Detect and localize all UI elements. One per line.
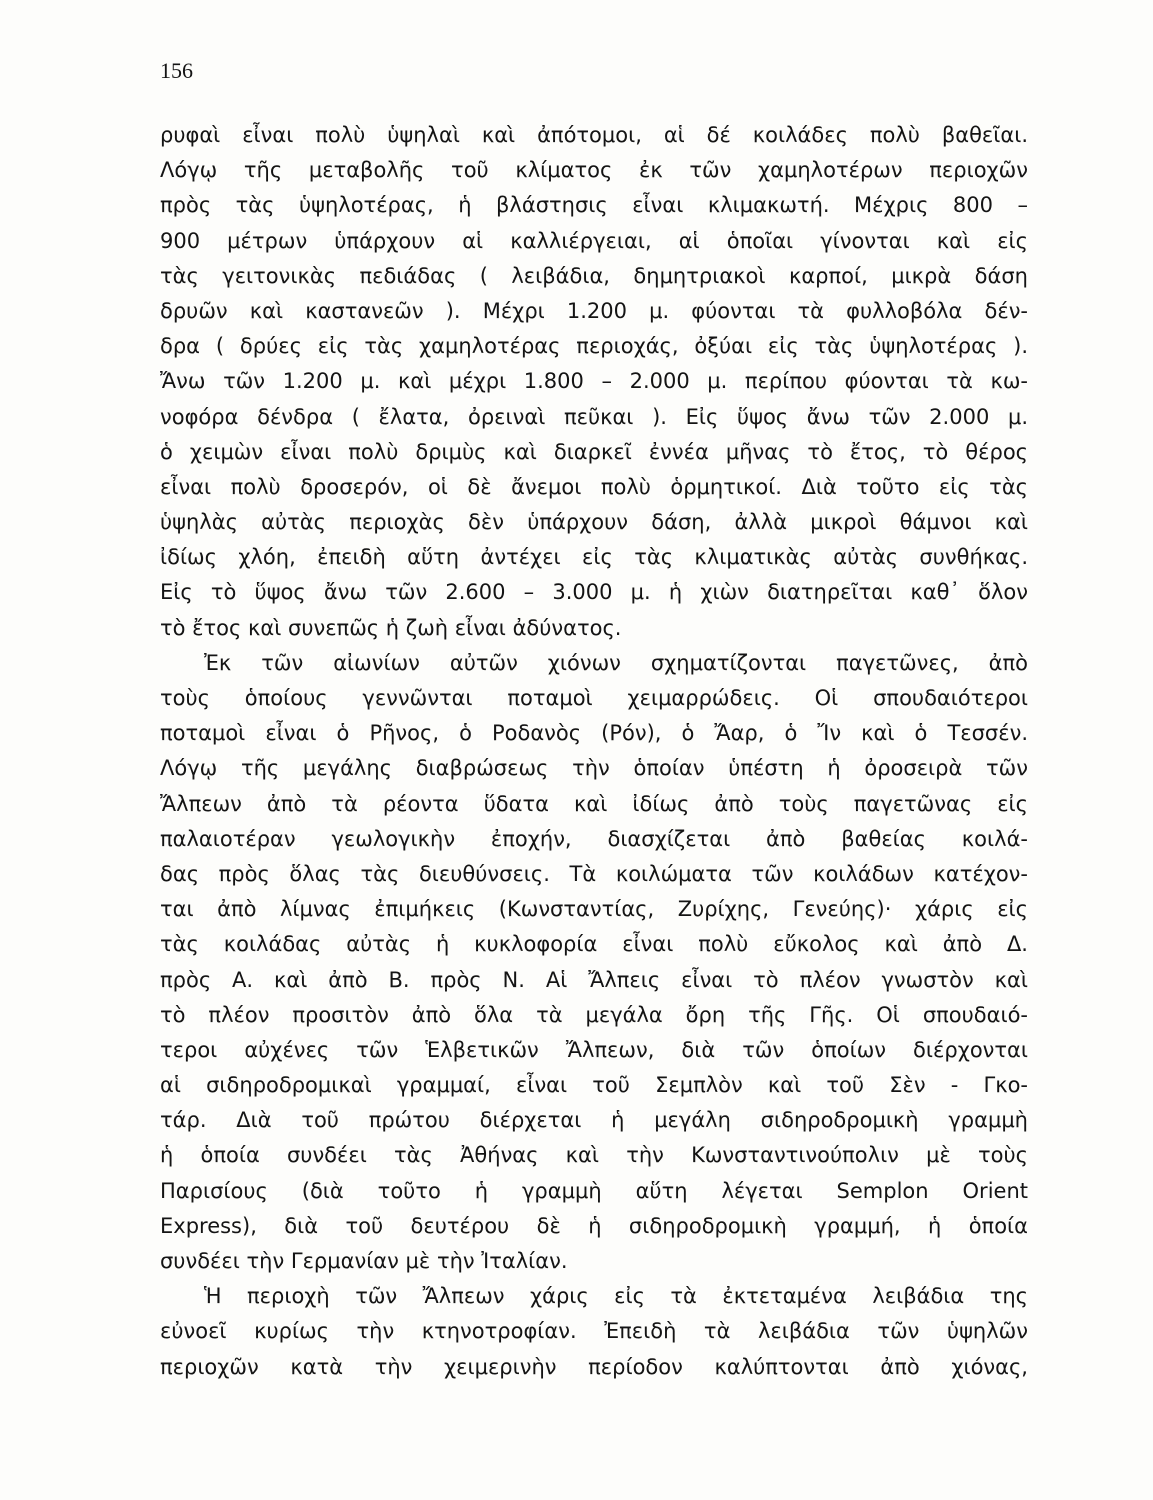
text-line: πρὸς τὰς ὑψηλοτέρας, ἡ βλάστησις εἶναι κλιμακωτή. Μέχρις 800 – (160, 193, 1028, 218)
paragraph-1 (160, 118, 1028, 646)
text-line: ποταμοὶ εἶναι ὁ Ρῆνος, ὁ Ροδανὸς (Ρόν), ὁ Ἄαρ, ὁ Ἴν καὶ ὁ Τεσσέν. (160, 721, 1028, 746)
text-line: Παρισίους (διὰ τοῦτο ἡ γραμμὴ αὕτη λέγεται Semplon Orient (160, 1178, 1028, 1203)
text-line: νοφόρα δένδρα ( ἔλατα, ὀρειναὶ πεῦκαι ). Εἰς ὕψος ἄνω τῶν 2.000 μ. (160, 404, 1028, 429)
text-line: Ἄνω τῶν 1.200 μ. καὶ μέχρι 1.800 – 2.000 μ. περίπου φύονται τὰ κω- (160, 369, 1028, 394)
text-line: δρυῶν καὶ καστανεῶν ). Μέχρι 1.200 μ. φύονται τὰ φυλλοβόλα δέν- (160, 298, 1028, 323)
text-line: ὁ χειμὼν εἶναι πολὺ δριμὺς καὶ διαρκεῖ ἐννέα μῆνας τὸ ἔτος, τὸ θέρος (160, 439, 1028, 464)
text-line: περιοχῶν κατὰ τὴν χειμερινὴν περίοδον καλύπτονται ἀπὸ χιόνας, (160, 1354, 1028, 1379)
text-line: Λόγῳ τῆς μεταβολῆς τοῦ κλίματος ἐκ τῶν χαμηλοτέρων περιοχῶν (160, 158, 1028, 183)
text-line: ἰδίως χλόη, ἐπειδὴ αὕτη ἀντέχει εἰς τὰς κλιματικὰς αὐτὰς συνθήκας. (160, 545, 1028, 570)
text-line: εὐνοεῖ κυρίως τὴν κτηνοτροφίαν. Ἐπειδὴ τὰ λειβάδια τῶν ὑψηλῶν (160, 1319, 1028, 1344)
text-line: τὸ ἔτος καὶ συνεπῶς ἡ ζωὴ εἶναι ἀδύνατος. (160, 615, 622, 640)
paragraph-2 (160, 646, 1028, 1279)
text-line: Εἰς τὸ ὕψος ἄνω τῶν 2.600 – 3.000 μ. ἡ χιὼν διατηρεῖται καθ᾽ ὅλον (160, 580, 1028, 605)
text-line: τεροι αὐχένες τῶν Ἑλβετικῶν Ἄλπεων, διὰ τῶν ὁποίων διέρχονται (160, 1037, 1028, 1062)
text-line: τοὺς ὁποίους γεννῶνται ποταμοὶ χειμαρρώδεις. Οἱ σπουδαιότεροι (160, 686, 1028, 710)
text-line: ὑψηλὰς αὐτὰς περιοχὰς δὲν ὑπάρχουν δάση, ἀλλὰ μικροὶ θάμνοι καὶ (160, 510, 1028, 535)
text-line: πρὸς Α. καὶ ἀπὸ Β. πρὸς Ν. Αἱ Ἄλπεις εἶναι τὸ πλέον γνωστὸν καὶ (160, 967, 1028, 992)
text-line: ἡ ὁποία συνδέει τὰς Ἀθήνας καὶ τὴν Κωνσταντινούπολιν μὲ τοὺς (160, 1143, 1028, 1168)
text-line: συνδέει τὴν Γερμανίαν μὲ τὴν Ἰταλίαν. (160, 1249, 568, 1273)
text-line: εἶναι πολὺ δροσερόν, οἱ δὲ ἄνεμοι πολὺ ὁρμητικοί. Διὰ τοῦτο εἰς τὰς (160, 474, 1028, 499)
text-line: Ἐκ τῶν αἰωνίων αὐτῶν χιόνων σχηματίζονται παγετῶνες, ἀπὸ (204, 650, 1028, 675)
text-line: 900 μέτρων ὑπάρχουν αἱ καλλιέργειαι, αἱ ὁποῖαι γίνονται καὶ εἰς (160, 228, 1028, 253)
text-line: ρυφαὶ εἶναι πολὺ ὑψηλαὶ καὶ ἀπότομοι, αἱ δέ κοιλάδες πολὺ βαθεῖαι. (160, 123, 1028, 147)
text-line: Ἡ περιοχὴ τῶν Ἄλπεων χάρις εἰς τὰ ἐκτεταμένα λειβάδια της (204, 1284, 1028, 1309)
body-text (160, 118, 1028, 1385)
text-line: τάρ. Διὰ τοῦ πρώτου διέρχεται ἡ μεγάλη σιδηροδρομικὴ γραμμὴ (160, 1108, 1028, 1133)
text-line: Express), διὰ τοῦ δευτέρου δὲ ἡ σιδηροδρομικὴ γραμμή, ἡ ὁποία (160, 1213, 1028, 1238)
page-number: 156 (160, 58, 193, 83)
text-line: Ἄλπεων ἀπὸ τὰ ρέοντα ὕδατα καὶ ἰδίως ἀπὸ τοὺς παγετῶνας εἰς (160, 791, 1028, 816)
text-line: τὰς γειτονικὰς πεδιάδας ( λειβάδια, δημητριακοὶ καρποί, μικρὰ δάση (160, 263, 1028, 288)
text-line: παλαιοτέραν γεωλογικὴν ἐποχήν, διασχίζεται ἀπὸ βαθείας κοιλά- (160, 826, 1028, 851)
text-line: Λόγῳ τῆς μεγάλης διαβρώσεως τὴν ὁποίαν ὑπέστη ἡ ὀροσειρὰ τῶν (160, 756, 1028, 781)
text-line: τὸ πλέον προσιτὸν ἀπὸ ὅλα τὰ μεγάλα ὄρη τῆς Γῆς. Οἱ σπουδαιό- (160, 1002, 1028, 1027)
text-line: ται ἀπὸ λίμνας ἐπιμήκεις (Κωνσταντίας, Ζυρίχης, Γενεύης)· χάρις εἰς (160, 897, 1028, 922)
text-line: τὰς κοιλάδας αὐτὰς ἡ κυκλοφορία εἶναι πολὺ εὔκολος καὶ ἀπὸ Δ. (160, 932, 1028, 957)
text-line: δας πρὸς ὅλας τὰς διευθύνσεις. Τὰ κοιλώματα τῶν κοιλάδων κατέχον- (160, 861, 1028, 886)
text-line: αἱ σιδηροδρομικαὶ γραμμαί, εἶναι τοῦ Σεμπλὸν καὶ τοῦ Σὲν - Γκο- (160, 1073, 1028, 1098)
text-line: δρα ( δρύες εἰς τὰς χαμηλοτέρας περιοχάς, ὀξύαι εἰς τὰς ὑψηλοτέρας ). (160, 334, 1028, 359)
paragraph-3 (160, 1279, 1028, 1385)
